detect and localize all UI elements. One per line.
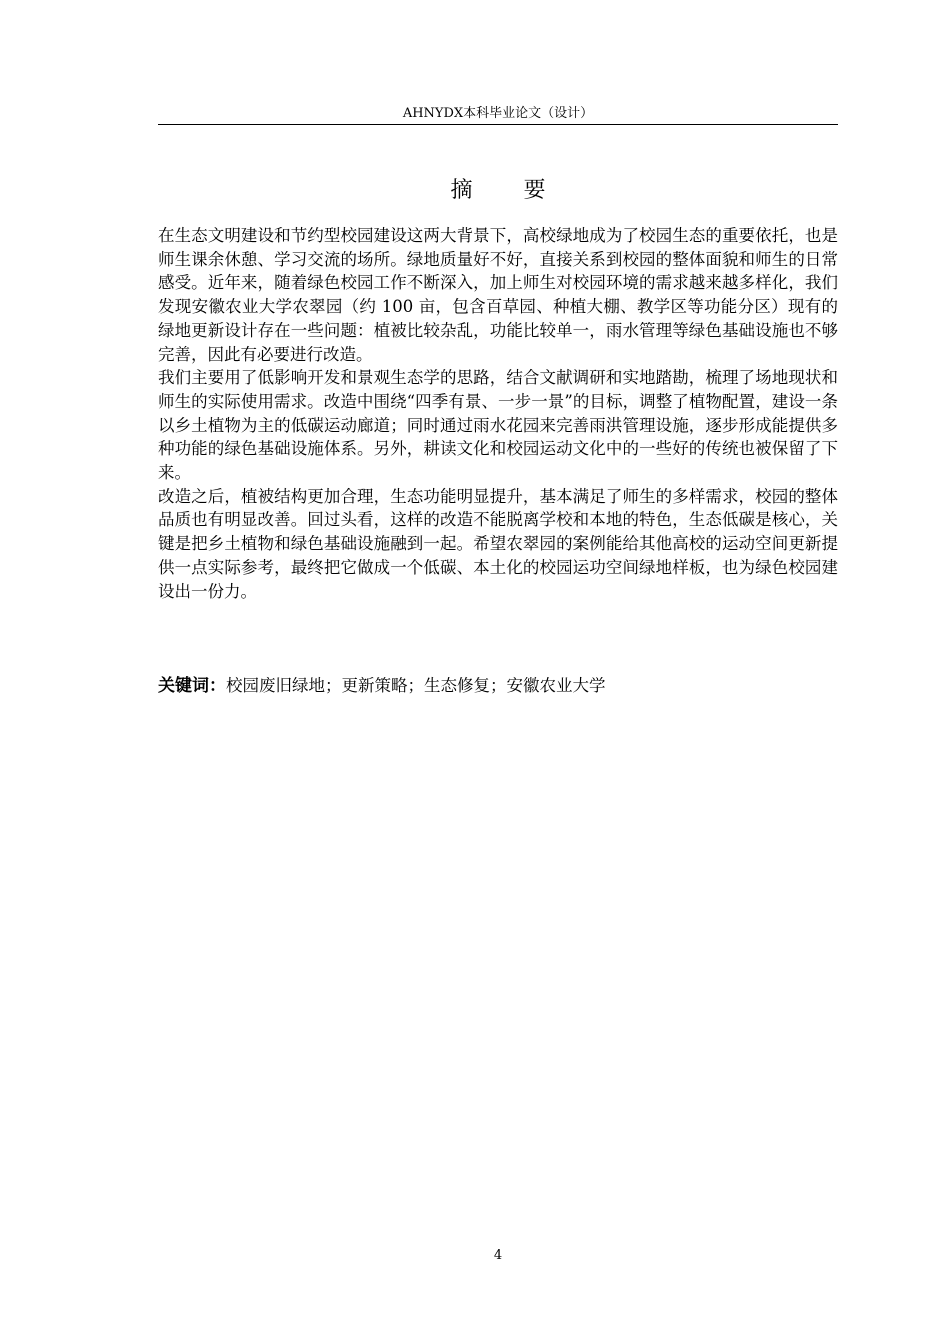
abstract-paragraph-2: 我们主要用了低影响开发和景观生态学的思路，结合文献调研和实地踏勘，梳理了场地现状和师生的实际使用需求。改造中围绕“四季有景、一步一景”的目标，调整了植物配置，建设一条以乡土植物为主的低碳运动廊道；同时通过雨水花园来完善雨洪管理设施，逐步形成能提供多种功能的绿色基础设施体系。另外，耕读文化和校园运动文化中的一些好的传统也被保留了下来。 [158,368,838,483]
abstract-title: 摘 要 [450,178,568,203]
keywords-label: 关键词： [158,676,226,696]
keywords-text: 校园废旧绿地；更新策略；生态修复；安徽农业大学 [226,676,606,695]
abstract-paragraph-1: 在生态文明建设和节约型校园建设这两大背景下，高校绿地成为了校园生态的重要依托，也是师生课余休憩、学习交流的场所。绿地质量好不好，直接关系到校园的整体面貌和师生的日常感受。近年来，随着绿色校园工作不断深入，加上师生对校园环境的需求越来越多样化，我们发现安徽农业大学农翠园（约 100 亩，包含百草园、种植大棚、教学区等功能分区）现有的绿地更新设计存在一些问题：植被比较杂乱，功能比较单一，雨水管理等绿色基础设施也不够完善，因此有必要进行改造。 [158,226,838,364]
page-number: 4 [493,1248,503,1263]
abstract-body [158,224,838,603]
abstract-paragraph-3: 改造之后，植被结构更加合理，生态功能明显提升，基本满足了师生的多样需求，校园的整体品质也有明显改善。回过头看，这样的改造不能脱离学校和本地的特色，生态低碳是核心，关键是把乡土植物和绿色基础设施融到一起。希望农翠园的案例能给其他高校的运动空间更新提供一点实际参考，最终把它做成一个低碳、本土化的校园运功空间绿地样板，也为绿色校园建设出一份力。 [158,486,838,601]
running-header: AHNYDX本科毕业论文（设计） [402,106,594,121]
header-rule [158,124,838,125]
keywords-line [158,674,838,698]
